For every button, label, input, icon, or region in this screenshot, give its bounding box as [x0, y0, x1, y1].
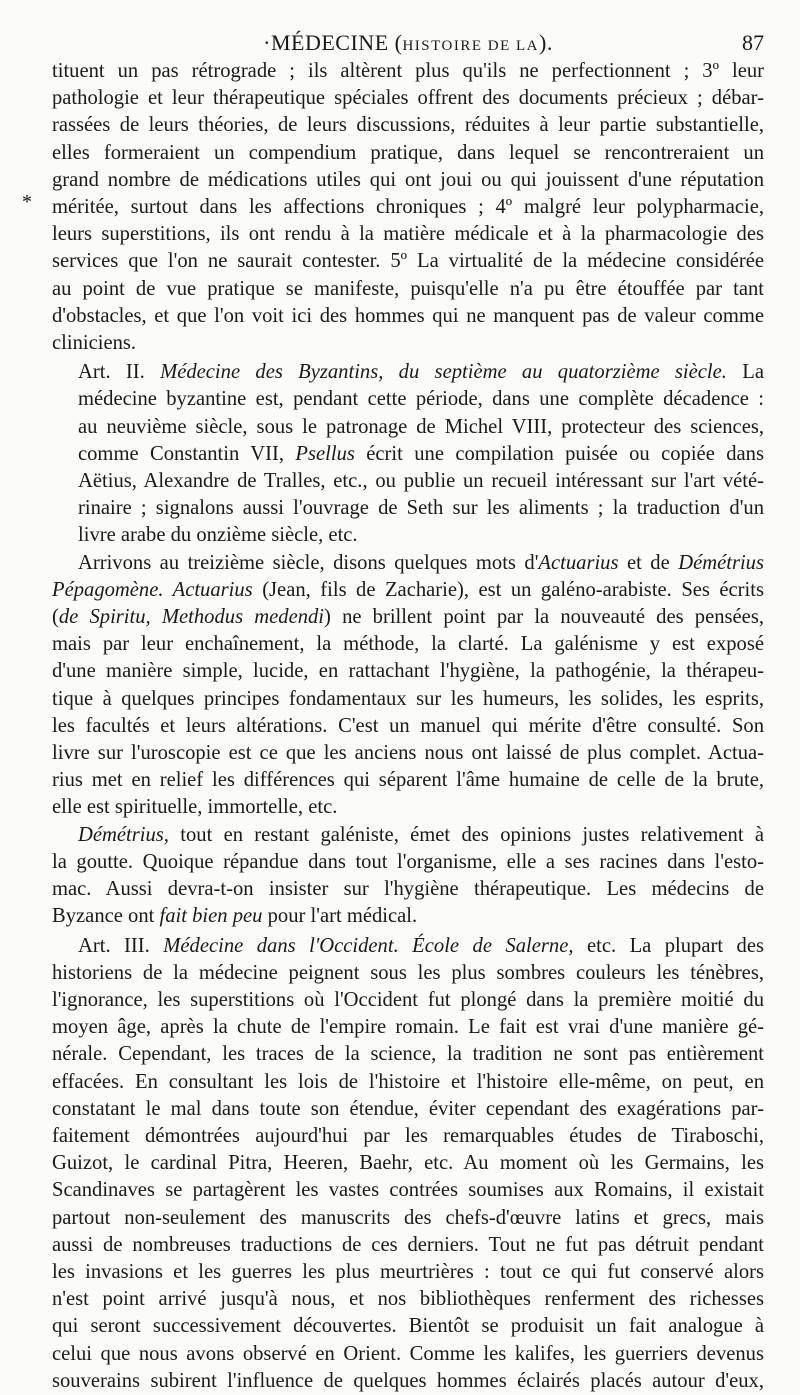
- text-line: leurs superstitions, ils ont rendu à la matière médicale et à la pharmacologie des: [52, 223, 764, 246]
- text-fragment: écrit une compilation puisée ou copiée dans: [366, 442, 764, 465]
- text-line: n'est point arrivé jusqu'à nous, et nos bibliothèques renferment des richesses: [52, 1288, 764, 1311]
- text-fragment: (: [52, 606, 59, 629]
- text-line: méritée, surtout dans les affections chroniques ; 4º malgré leur polypharmacie,: [52, 196, 764, 219]
- running-title-main: ·MÉDECINE (: [263, 30, 403, 55]
- author-name: Démétrius: [678, 551, 764, 574]
- work-titles: de Spiritu, Methodus medendi: [58, 606, 325, 629]
- author-name: Démétrius,: [78, 823, 169, 846]
- running-title: [52, 30, 764, 56]
- emphasis: fait bien peu: [159, 905, 263, 928]
- article-label: Art. III.: [78, 934, 150, 957]
- text-line: [52, 359, 764, 386]
- text-line: tique à quelques principes fondamentaux sur les humeurs, les solides, les esprits,: [52, 687, 764, 710]
- text-line: pathologie et leur thérapeutique spéciales offrent des documents précieux ; débar-: [52, 87, 764, 110]
- text-fragment: et de: [626, 551, 670, 574]
- text-line: livre arabe du onzième siècle, etc.: [78, 524, 358, 547]
- article-heading: Médecine dans l'Occident. École de Salerne,: [163, 934, 574, 957]
- text-line: [52, 441, 764, 468]
- text-line: Aëtius, Alexandre de Tralles, etc., ou publie un recueil intéressant sur l'art vété-: [78, 470, 764, 493]
- text-line: rassées de leurs théories, de leurs discussions, réduites à leur partie substantielle,: [52, 114, 764, 137]
- text-line: faitement démontrées aujourd'hui par les remarquables études de Tiraboschi,: [52, 1124, 764, 1147]
- page-number: 87: [742, 30, 764, 55]
- paragraph-actuarius: [52, 550, 764, 822]
- text-line: mac. Aussi devra-t-on insister sur l'hygiène thérapeutique. Les médecins de: [52, 878, 764, 901]
- text-line: grand nombre de médications utiles qui ont joui ou qui jouissent d'une réputation: [52, 168, 764, 191]
- article-heading: Médecine des Byzantins, du septième au quatorzième siècle.: [160, 361, 727, 384]
- text-line: aussi de nombreuses traductions de ces derniers. Tout ne fut pas détruit pendant: [52, 1233, 764, 1256]
- text-line: d'obstacles, et que l'on voit ici des hommes qui ne manquent pas de valeur comme: [52, 304, 764, 327]
- text-line: [52, 933, 764, 960]
- text-lines: [52, 960, 764, 1395]
- paragraph-art-2: [52, 359, 764, 549]
- text-fragment: (Jean, fils de Zacharie), est un galéno-arabiste. Ses écrits: [262, 578, 764, 601]
- text-line: médecine byzantine est, pendant cette période, dans une complète décadence :: [78, 388, 764, 411]
- text-line: celui que nous avons observé en Orient. Comme les kalifes, les guerriers devenus: [52, 1342, 764, 1365]
- text-line: Scandinaves se partagèrent les vastes contrées soumises aux Romains, il existait: [52, 1179, 764, 1202]
- text-fragment: Byzance ont: [52, 905, 155, 928]
- author-name: Psellus: [295, 442, 355, 465]
- text-line: historiens de la médecine peignent sous les plus sombres couleurs les ténèbres,: [52, 961, 764, 984]
- text-fragment: La: [742, 361, 764, 384]
- text-line: livre sur l'uroscopie est ce que les anciens nous ont laissé de plus complet. Actua-: [52, 742, 764, 765]
- text-line: effacées. En consultant les lois de l'histoire et l'histoire elle-même, on peut, en: [52, 1070, 764, 1093]
- text-line: nérale. Cependant, les traces de la science, la tradition ne sont pas entièrement: [52, 1043, 764, 1066]
- text-line: les facultés et leurs altérations. C'est un manuel qui mérite d'être consulté. Son: [52, 714, 764, 737]
- text-line: elle est spirituelle, immortelle, etc.: [52, 796, 338, 819]
- text-line: Guizot, le cardinal Pitra, Heeren, Baehr, etc. Au moment où les Germains, les: [52, 1152, 764, 1175]
- text-fragment: ) ne brillent point par la nouveauté des pensées,: [324, 606, 764, 629]
- author-name: Pépagomène. Actuarius: [52, 578, 253, 601]
- running-title-end: ).: [539, 30, 553, 55]
- text-line: elles formeraient un compendium pratique, dans lequel se rencontreraient un: [52, 141, 764, 164]
- text-fragment: etc. La plupart des: [586, 934, 764, 957]
- text-line: d'une manière simple, lucide, en rattachant l'hygiène, la pathogénie, la thérapeu-: [52, 660, 764, 683]
- text-line: constatant le mal dans toute son étendue, éviter cependant des exagérations par-: [52, 1097, 764, 1120]
- text-lines: [52, 631, 764, 821]
- paragraph-demetrius: [52, 822, 764, 931]
- text-line: partout non-seulement des manuscrits des chefs-d'œuvre latins et grecs, mais: [52, 1206, 764, 1229]
- text-line: rinaire ; signalons aussi l'ouvrage de Seth sur les aliments ; la traduction d'un: [78, 497, 764, 520]
- running-title-small-caps: HISTOIRE DE LA: [402, 38, 540, 54]
- text-line: cliniciens.: [52, 332, 137, 355]
- paragraph-art-3: [52, 933, 764, 1395]
- text-line: les invasions et les guerres les plus meurtrières : tout ce qui fut conservé alors: [52, 1260, 764, 1283]
- text-line: qui seront successivement découvertes. Bientôt se produisit un fait analogue à: [52, 1315, 764, 1338]
- text-line: au point de vue pratique se manifeste, puisqu'elle n'a pu être étouffée par tant: [52, 277, 764, 300]
- text-fragment: Arrivons au treizième siècle, disons quelques mots d': [78, 551, 539, 574]
- article-label: Art. II.: [78, 361, 145, 384]
- text-line: services que l'on ne saurait contester. 5º La virtualité de la médecine considérée: [52, 250, 764, 273]
- text-line: mais par leur enchaînement, la méthode, la clarté. La galénisme y est exposé: [52, 633, 764, 656]
- text-line: tituent un pas rétrograde ; ils altèrent plus qu'ils ne perfectionnent ; 3º leur: [52, 60, 764, 82]
- text-line: [52, 550, 764, 577]
- text-line: [52, 903, 764, 930]
- author-name: Actuarius: [538, 551, 619, 574]
- text-fragment: pour l'art médical.: [267, 905, 418, 928]
- text-line: la goutte. Quoique répandue dans tout l'organisme, elle a ses racines dans l'esto-: [52, 850, 764, 873]
- margin-asterisk: *: [22, 191, 32, 213]
- text-fragment: tout en restant galéniste, émet des opinions justes relativement à: [180, 823, 764, 846]
- page-body: [52, 58, 764, 1395]
- text-line: souverains subirent l'influence de quelques hommes éclairés placés autour d'eux,: [52, 1369, 764, 1392]
- text-line: rius met en relief les différences qui séparent l'âme humaine de celle de la brute,: [52, 769, 764, 792]
- text-line: l'ignorance, les superstitions où l'Occident fut plongé dans la première moitié du: [52, 988, 764, 1011]
- text-line: au neuvième siècle, sous le patronage de Michel VIII, protecteur des sciences,: [78, 415, 764, 438]
- paragraph-continuation: [52, 58, 764, 357]
- running-header: [52, 30, 764, 60]
- text-fragment: comme Constantin VII,: [78, 442, 284, 465]
- text-line: moyen âge, après la chute de l'empire romain. Le fait est vrai d'une manière gé-: [52, 1016, 764, 1039]
- text-line: [52, 822, 764, 849]
- text-line: [52, 604, 764, 631]
- text-line: [52, 577, 764, 604]
